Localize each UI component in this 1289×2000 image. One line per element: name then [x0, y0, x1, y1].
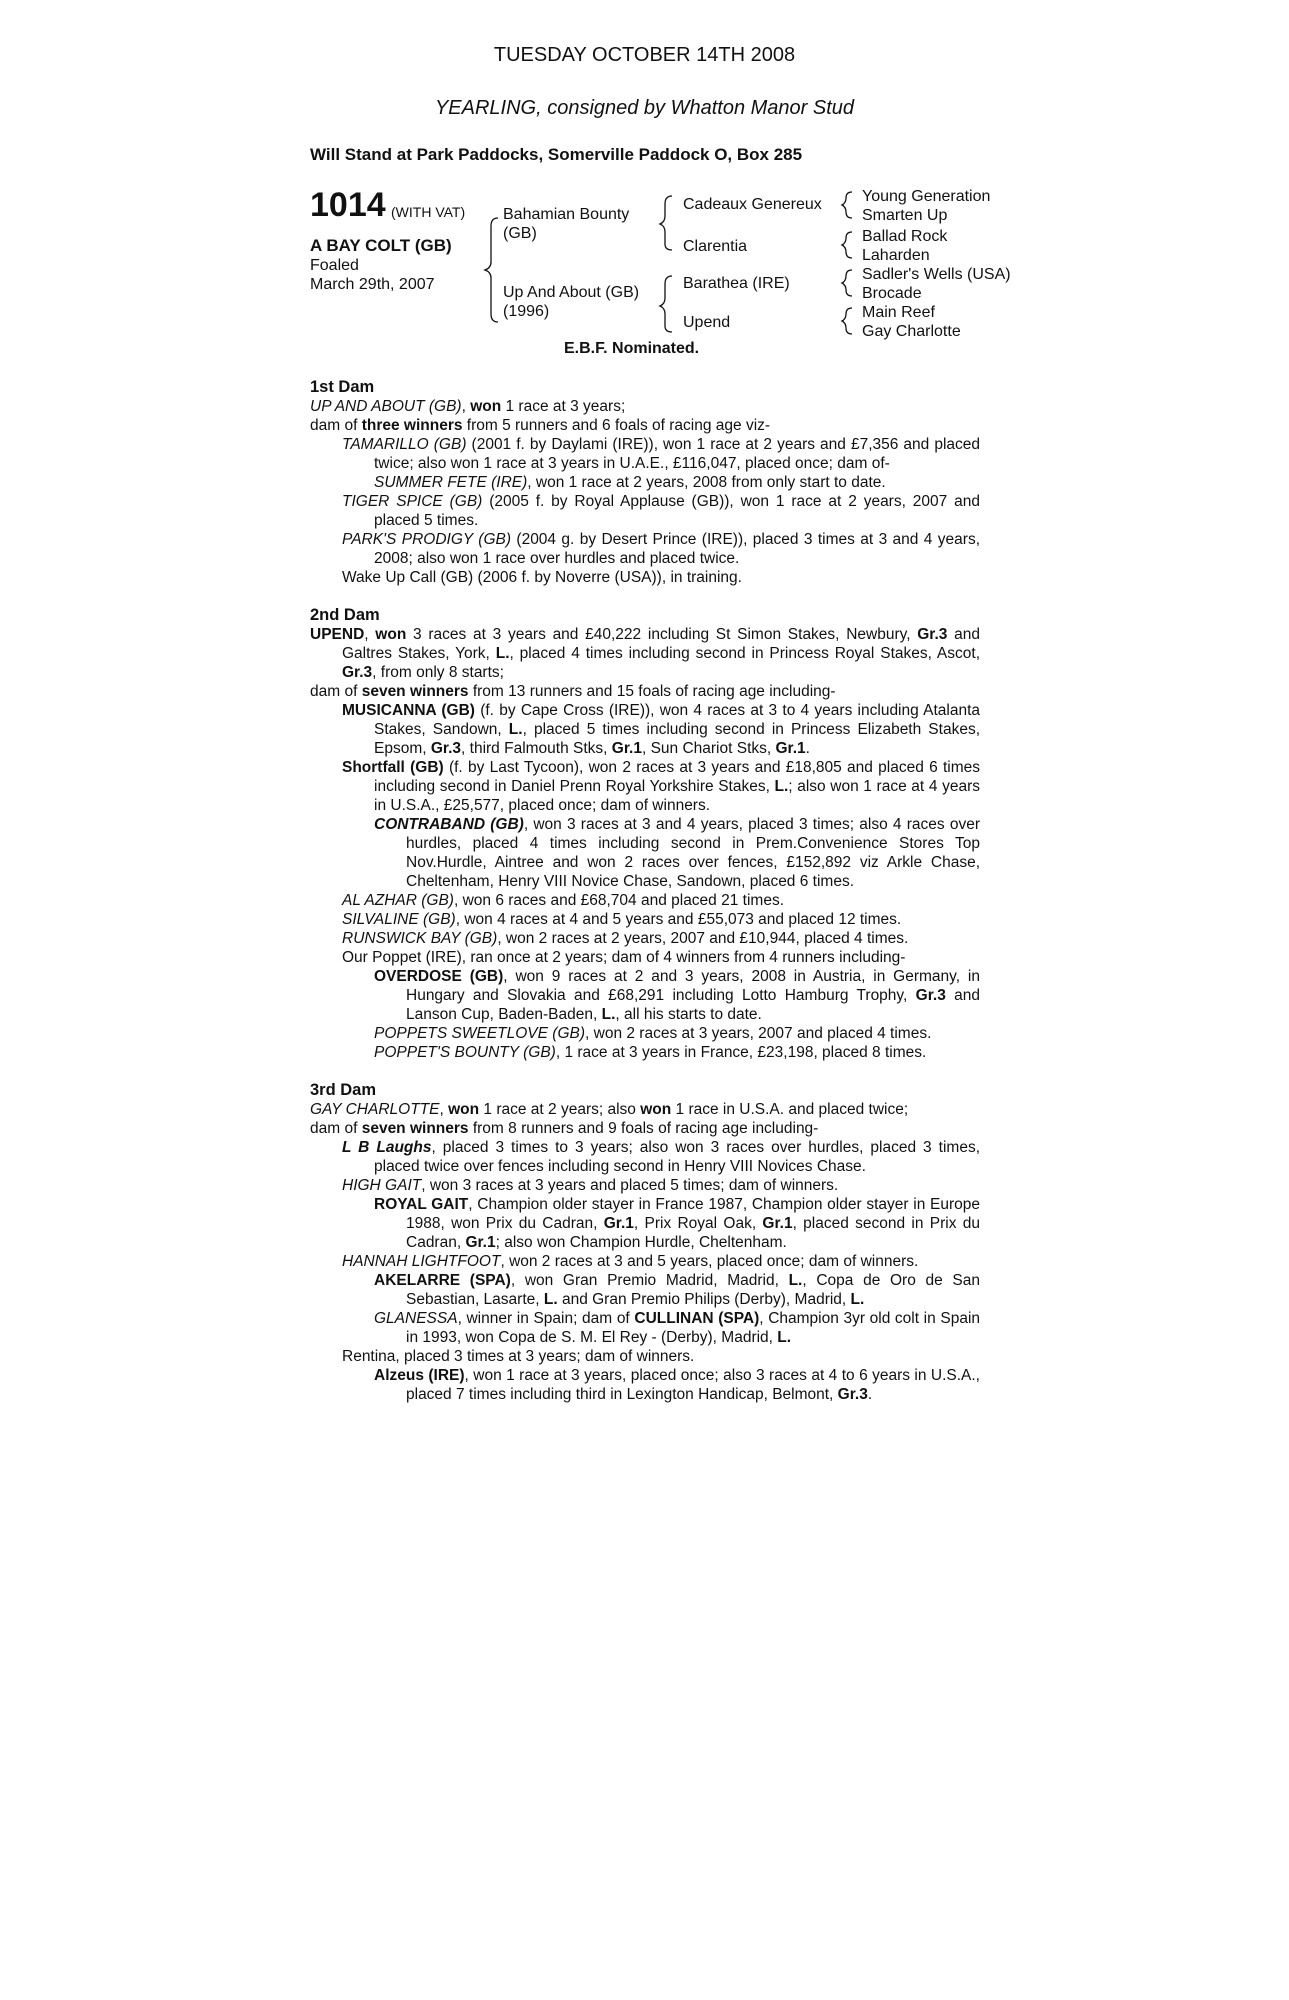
first-dam-summary: UP AND ABOUT (GB), won 1 race at 3 years; [310, 398, 626, 415]
bracket-g3-1 [842, 192, 852, 218]
first-dam-produce: dam of three winners from 5 runners and 6 foals of racing age viz- [310, 417, 771, 434]
produce-entry: GLANESSA, winner in Spain; dam of CULLINAN (SPA), Champion 3yr old colt in Spain in 1993, won Copa de S. M. El Rey - (Derby), Madrid, L. [374, 1310, 981, 1346]
produce-entry: PARK'S PRODIGY (GB) (2004 g. by Desert Prince (IRE)), placed 3 times at 3 and 4 years, 2008; also won 1 race over hurdles and placed twice. [342, 531, 980, 567]
pedigree-gen3-7: Main Reef [862, 304, 935, 321]
consignment-line: YEARLING, consigned by Whatton Manor Stud [434, 97, 855, 119]
produce-entry: POPPET'S BOUNTY (GB), 1 race at 3 years in France, £23,198, placed 8 times. [374, 1044, 927, 1061]
produce-entry: SUMMER FETE (IRE), won 1 race at 2 years, 2008 from only start to date. [374, 474, 886, 491]
produce-entry: TAMARILLO (GB) (2001 f. by Daylami (IRE)), won 1 race at 2 years and £7,356 and placed twice; also won 1 race at 3 years in U.A.E., £116,047, placed once; dam of- [342, 436, 981, 472]
produce-entry: HANNAH LIGHTFOOT, won 2 races at 3 and 5 years, placed once; dam of winners. [342, 1253, 919, 1270]
produce-entry: AL AZHAR (GB), won 6 races and £68,704 and placed 21 times. [342, 892, 784, 909]
produce-entry: TIGER SPICE (GB) (2005 f. by Royal Applause (GB)), won 1 race at 2 years, 2007 and placed 5 times. [342, 493, 980, 529]
produce-entry: POPPETS SWEETLOVE (GB), won 2 races at 3 years, 2007 and placed 4 times. [374, 1025, 932, 1042]
produce-entry: Rentina, placed 3 times at 3 years; dam of winners. [342, 1348, 695, 1365]
bracket-g3-4 [842, 308, 852, 334]
vat-note: (WITH VAT) [391, 204, 466, 220]
bracket-gen1 [485, 218, 498, 322]
second-dam-heading: 2nd Dam [310, 606, 380, 624]
pedigree-dam-sire: Barathea (IRE) [683, 275, 790, 292]
produce-entry: Our Poppet (IRE), ran once at 2 years; dam of 4 winners from 4 runners including- [342, 949, 906, 966]
pedigree-sire-dam: Clarentia [683, 238, 748, 255]
pedigree-gen3-6: Brocade [862, 285, 922, 302]
pedigree-gen3-4: Laharden [862, 247, 930, 264]
second-dam-produce: dam of seven winners from 13 runners and 15 foals of racing age including- [310, 683, 836, 700]
pedigree-dam-dam: Upend [683, 314, 731, 331]
ebf-nomination: E.B.F. Nominated. [564, 340, 700, 357]
pedigree-dam: Up And About (GB) (1996) [503, 284, 640, 320]
pedigree-gen3-1: Young Generation [862, 188, 991, 205]
stand-location: Will Stand at Park Paddocks, Somerville Paddock O, Box 285 [310, 145, 803, 164]
produce-entry: OVERDOSE (GB), won 9 races at 2 and 3 years, 2008 in Austria, in Germany, in Hungary and Slovakia and £68,291 including Lotto Hamburg Trophy, Gr.3 and Lanson Cup, Baden-Baden, L., all his starts to date. [374, 968, 980, 1023]
third-dam-produce: dam of seven winners from 8 runners and 9 foals of racing age including- [310, 1120, 819, 1137]
lot-number: 1014 [310, 186, 386, 224]
produce-record [310, 378, 980, 1404]
pedigree-gen3-8: Gay Charlotte [862, 323, 961, 340]
foaled-date: March 29th, 2007 [310, 276, 435, 293]
produce-entry: CONTRABAND (GB), won 3 races at 3 and 4 years, placed 3 times; also 4 races over hurdles, placed 4 times including second in Prem.Convenience Stores Top Nov.Hurdle, Aintree and won 2 races over fences, £152,892 viz Arkle Chase, Cheltenham, Henry VIII Novice Chase, Sandown, placed 6 times. [374, 816, 980, 890]
pedigree-gen3-5: Sadler's Wells (USA) [862, 266, 1011, 283]
sale-date: TUESDAY OCTOBER 14TH 2008 [493, 44, 796, 66]
produce-entry: RUNSWICK BAY (GB), won 2 races at 2 years, 2007 and £10,944, placed 4 times. [342, 930, 909, 947]
pedigree-brackets [0, 0, 1289, 360]
produce-entry: AKELARRE (SPA), won Gran Premio Madrid, Madrid, L., Copa de Oro de San Sebastian, Lasarte, L. and Gran Premio Philips (Derby), Madrid, L. [374, 1272, 981, 1308]
bracket-dam [660, 276, 672, 332]
third-dam-heading: 3rd Dam [310, 1081, 377, 1099]
bracket-sire [660, 196, 672, 250]
bracket-g3-3 [842, 270, 852, 296]
produce-entry: Wake Up Call (GB) (2006 f. by Noverre (USA)), in training. [342, 569, 742, 586]
pedigree-gen3-3: Ballad Rock [862, 228, 948, 245]
produce-entry: L B Laughs, placed 3 times to 3 years; also won 3 races over hurdles, placed 3 times, placed twice over fences including second in Henry VIII Novices Chase. [342, 1139, 981, 1175]
produce-entry: HIGH GAIT, won 3 races at 3 years and placed 5 times; dam of winners. [342, 1177, 839, 1194]
produce-entry: ROYAL GAIT, Champion older stayer in France 1987, Champion older stayer in Europe 1988, won Prix du Cadran, Gr.1, Prix Royal Oak, Gr.1, placed second in Prix du Cadran, Gr.1; also won Champion Hurdle, Cheltenham. [374, 1196, 980, 1251]
produce-entry: SILVALINE (GB), won 4 races at 4 and 5 years and £55,073 and placed 12 times. [342, 911, 902, 928]
third-dam-summary: GAY CHARLOTTE, won 1 race at 2 years; also won 1 race in U.S.A. and placed twice; [310, 1101, 909, 1118]
produce-entry: Shortfall (GB) (f. by Last Tycoon), won 2 races at 3 years and £18,805 and placed 6 times including second in Daniel Prenn Royal Yorkshire Stakes, L.; also won 1 race at 4 years in U.S.A., £25,577, placed once; dam of winners. [342, 759, 980, 814]
foaled-label: Foaled [310, 257, 359, 274]
bracket-g3-2 [842, 232, 852, 258]
produce-entry: Alzeus (IRE), won 1 race at 3 years, placed once; also 3 races at 4 to 6 years in U.S.A., placed 7 times including third in Lexington Handicap, Belmont, Gr.3. [374, 1367, 980, 1403]
pedigree-sire: Bahamian Bounty (GB) [503, 206, 630, 242]
lot-title: A BAY COLT (GB) [310, 236, 452, 255]
pedigree-sire-sire: Cadeaux Genereux [683, 196, 822, 213]
second-dam-summary: UPEND, won 3 races at 3 years and £40,222 including St Simon Stakes, Newbury, Gr.3 and Galtres Stakes, York, L., placed 4 times including second in Princess Royal Stakes, Ascot, Gr.3, from only 8 starts; [310, 626, 981, 681]
produce-entry: MUSICANNA (GB) (f. by Cape Cross (IRE)), won 4 races at 3 to 4 years including Atalanta Stakes, Sandown, L., placed 5 times including second in Princess Elizabeth Stakes, Epsom, Gr.3, third Falmouth Stks, Gr.1, Sun Chariot Stks, Gr.1. [342, 702, 981, 757]
first-dam-heading: 1st Dam [310, 378, 375, 396]
pedigree-gen3-2: Smarten Up [862, 207, 948, 224]
